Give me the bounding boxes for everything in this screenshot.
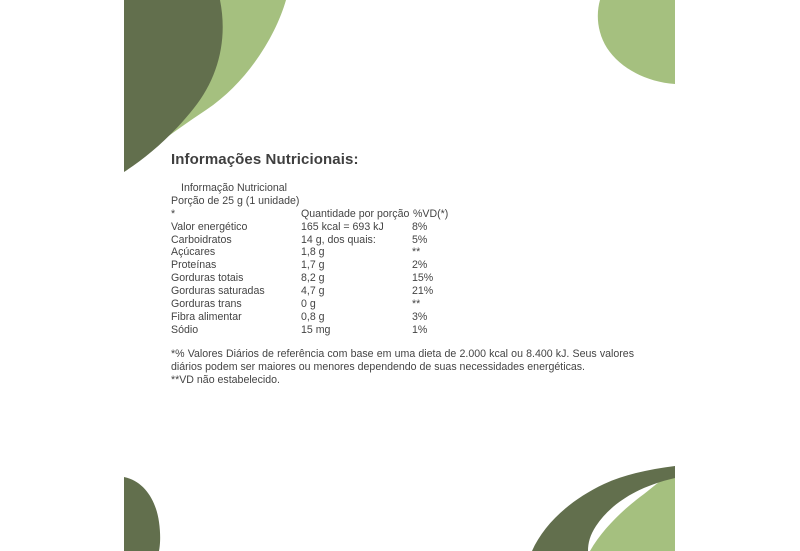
nutrient-dv: 5% (412, 233, 428, 246)
bottom-left-dark-leaf (124, 477, 160, 551)
top-right-light-leaf (598, 0, 675, 84)
column-header-row (171, 207, 449, 221)
nutrient-name: Carboidratos (171, 233, 232, 246)
table-row (171, 246, 421, 259)
nutrient-amount: 14 g, dos quais: (301, 233, 376, 246)
nutrition-facts-table (171, 182, 449, 337)
portion-text: Porção de 25 g (1 unidade) (171, 194, 300, 207)
nutrient-dv: ** (412, 298, 421, 311)
nutrient-name: Fibra alimentar (171, 310, 242, 323)
nutrition-card (124, 0, 675, 551)
nutrient-name: Valor energético (171, 220, 248, 233)
nutrient-dv: 2% (412, 259, 428, 272)
top-left-dark-leaf (124, 0, 223, 172)
nutrient-amount: 8,2 g (301, 272, 325, 285)
footnote-daily-values: *% Valores Diários de referência com base em uma dieta de 2.000 kcal ou 8.400 kJ. Seus valores diários podem ser maiores ou menores dependendo de suas necessidades energéticas. (171, 348, 634, 373)
nutrient-amount: 15 mg (301, 323, 331, 336)
nutrient-amount: 0 g (301, 298, 316, 311)
nutrient-dv: ** (412, 246, 421, 259)
portion-row (171, 195, 299, 208)
nutrient-name: Proteínas (171, 259, 217, 272)
nutrient-amount: 1,8 g (301, 246, 325, 259)
nutrient-dv: 8% (412, 220, 428, 233)
nutrient-amount: 4,7 g (301, 285, 325, 298)
table-row (171, 298, 421, 311)
nutrient-amount: 0,8 g (301, 310, 325, 323)
column-header-amount: Quantidade por porção (301, 207, 410, 220)
table-row (171, 233, 428, 247)
table-row (171, 323, 428, 337)
table-row (171, 272, 434, 285)
nutrient-dv: 21% (412, 285, 434, 298)
table-heading: Informação Nutricional (181, 182, 287, 194)
nutrient-name: Gorduras trans (171, 298, 242, 311)
nutrient-dv: 3% (412, 310, 428, 323)
nutrient-name: Gorduras saturadas (171, 285, 265, 298)
table-row (171, 259, 428, 272)
nutrient-amount: 1,7 g (301, 259, 325, 272)
table-row (171, 220, 428, 234)
table-row (171, 310, 428, 324)
nutrient-amount: 165 kcal = 693 kJ (301, 220, 384, 233)
nutrient-name: Gorduras totais (171, 272, 244, 285)
page-title: Informações Nutricionais: (171, 151, 359, 168)
table-heading-row (171, 182, 299, 195)
nutrient-name: Açúcares (171, 246, 216, 259)
footnote (171, 348, 634, 387)
column-header-name: * (171, 207, 176, 220)
column-header-dv: %VD(*) (413, 207, 449, 220)
nutrient-dv: 1% (412, 323, 428, 336)
nutrient-dv: 15% (412, 272, 434, 285)
footnote-not-established: **VD não estabelecido. (171, 374, 280, 386)
nutrient-name: Sódio (171, 323, 199, 336)
table-row (171, 285, 434, 298)
